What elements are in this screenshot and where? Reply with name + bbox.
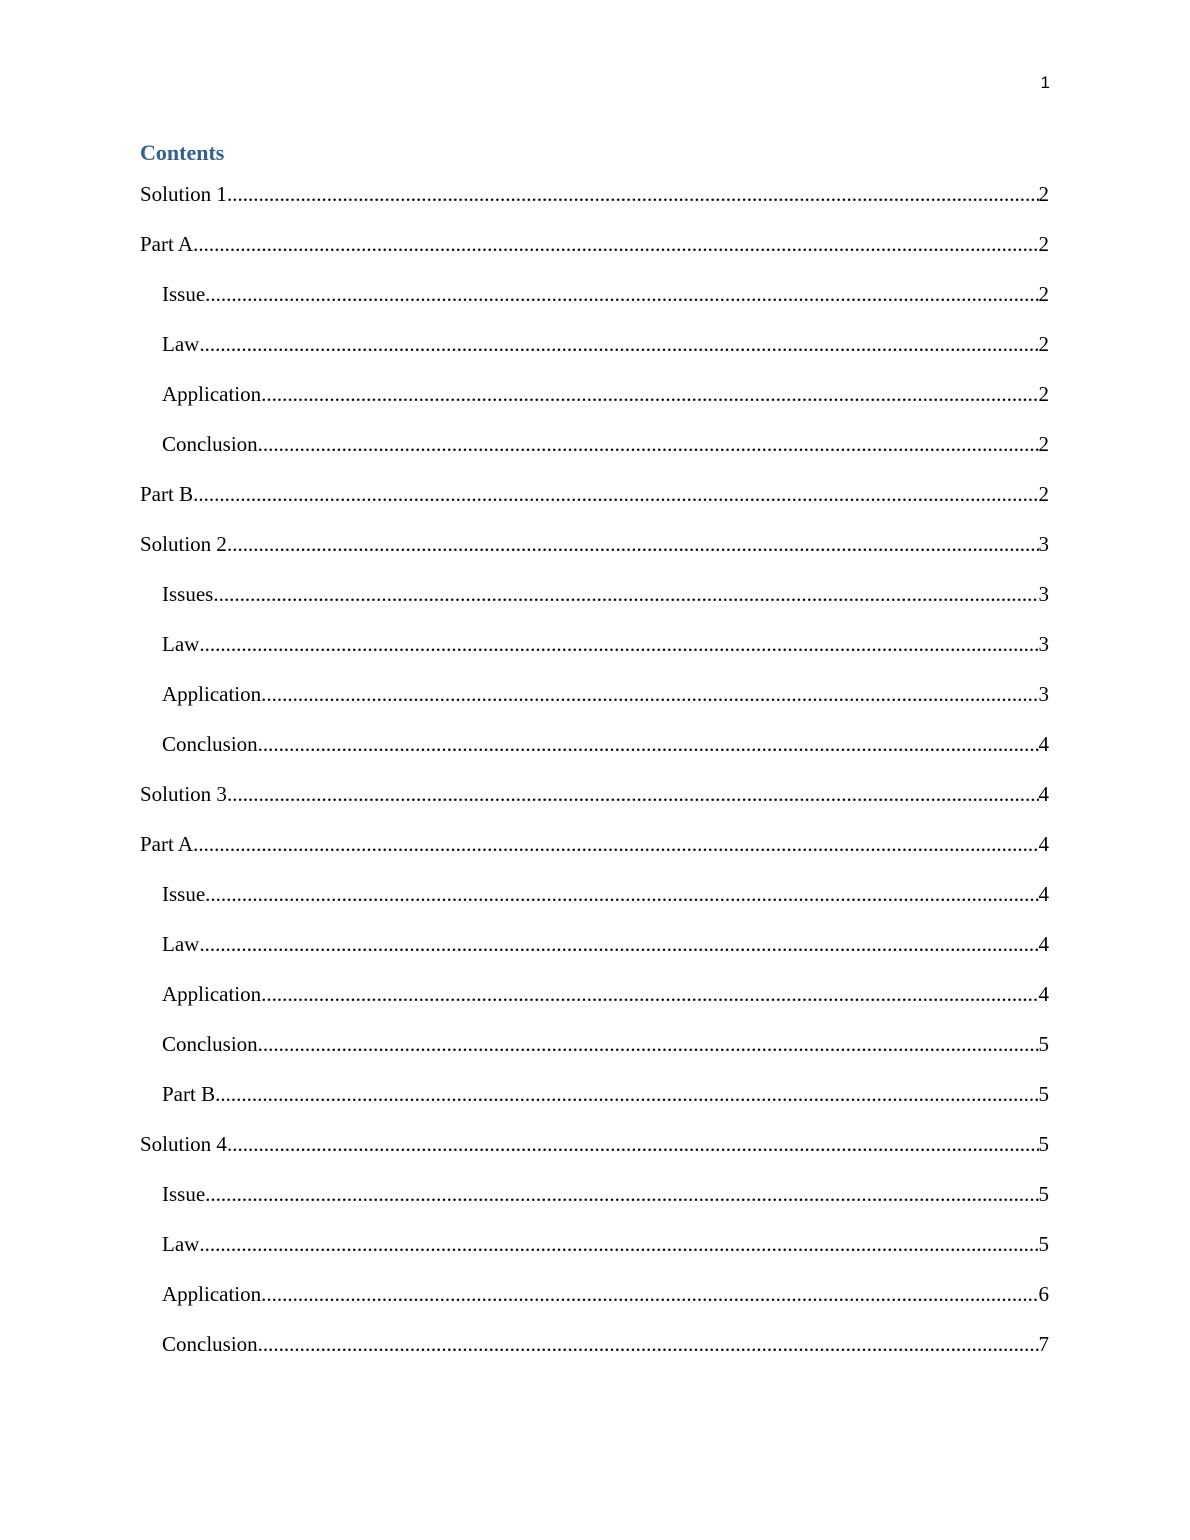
toc-entry[interactable] bbox=[140, 880, 1049, 930]
toc-entry-page-number: 2 bbox=[1038, 432, 1049, 456]
toc-entry-title: Issues bbox=[162, 582, 214, 606]
toc-dot-leader bbox=[193, 230, 1038, 258]
toc-dot-leader bbox=[261, 380, 1038, 408]
toc-entry-page-number: 4 bbox=[1038, 832, 1049, 856]
toc-dot-leader bbox=[227, 180, 1039, 208]
toc-dot-leader bbox=[261, 680, 1038, 708]
toc-entry-title: Part B bbox=[140, 482, 194, 506]
toc-entry[interactable] bbox=[140, 780, 1049, 830]
toc-entry-title: Conclusion bbox=[162, 432, 258, 456]
toc-dot-leader bbox=[258, 730, 1039, 758]
toc-entry-title: Law bbox=[162, 332, 200, 356]
toc-entry-title: Solution 3 bbox=[140, 782, 227, 806]
toc-dot-leader bbox=[227, 530, 1039, 558]
toc-entry[interactable] bbox=[140, 280, 1049, 330]
toc-entry-page-number: 2 bbox=[1038, 182, 1049, 206]
toc-entry-title: Issue bbox=[162, 282, 206, 306]
toc-entry[interactable] bbox=[140, 180, 1049, 230]
toc-entry[interactable] bbox=[140, 1030, 1049, 1080]
toc-entry-page-number: 7 bbox=[1038, 1332, 1049, 1356]
toc-entry-page-number: 4 bbox=[1038, 732, 1049, 756]
toc-dot-leader bbox=[258, 430, 1039, 458]
toc-dot-leader bbox=[227, 1130, 1039, 1158]
toc-entry[interactable] bbox=[140, 830, 1049, 880]
toc-entry-page-number: 5 bbox=[1038, 1182, 1049, 1206]
toc-heading: Contents bbox=[140, 140, 225, 165]
toc-entry-page-number: 5 bbox=[1038, 1232, 1049, 1256]
toc-entry[interactable] bbox=[140, 980, 1049, 1030]
toc-entry-title: Law bbox=[162, 632, 200, 656]
toc-entry-title: Conclusion bbox=[162, 1032, 258, 1056]
toc-entry-title: Part A bbox=[140, 232, 194, 256]
toc-dot-leader bbox=[258, 1030, 1039, 1058]
toc-dot-leader bbox=[227, 780, 1039, 808]
toc-dot-leader bbox=[193, 480, 1038, 508]
toc-dot-leader bbox=[213, 580, 1038, 608]
toc-entry-page-number: 3 bbox=[1038, 532, 1049, 556]
toc-entry-title: Application bbox=[162, 382, 262, 406]
toc-entry[interactable] bbox=[140, 430, 1049, 480]
toc-entry[interactable] bbox=[140, 1180, 1049, 1230]
toc-dot-leader bbox=[261, 980, 1038, 1008]
toc-entry-page-number: 6 bbox=[1038, 1282, 1049, 1306]
toc-entry-title: Law bbox=[162, 932, 200, 956]
toc-entry[interactable] bbox=[140, 1130, 1049, 1180]
toc-entry[interactable] bbox=[140, 680, 1049, 730]
toc-entry-title: Application bbox=[162, 1282, 262, 1306]
toc-entry-page-number: 5 bbox=[1038, 1082, 1049, 1106]
toc-entry-page-number: 5 bbox=[1038, 1132, 1049, 1156]
toc-dot-leader bbox=[215, 1080, 1038, 1108]
toc-entry[interactable] bbox=[140, 230, 1049, 280]
toc-entry[interactable] bbox=[140, 730, 1049, 780]
toc-entry[interactable] bbox=[140, 580, 1049, 630]
toc-entry[interactable] bbox=[140, 630, 1049, 680]
toc-entry-title: Solution 4 bbox=[140, 1132, 227, 1156]
toc-entry[interactable] bbox=[140, 1080, 1049, 1130]
toc-dot-leader bbox=[258, 1330, 1039, 1358]
toc-entry[interactable] bbox=[140, 1280, 1049, 1330]
toc-dot-leader bbox=[193, 830, 1038, 858]
toc-entry-page-number: 5 bbox=[1038, 1032, 1049, 1056]
toc-entry[interactable] bbox=[140, 930, 1049, 980]
toc-entry-title: Part A bbox=[140, 832, 194, 856]
toc-entry-title: Solution 2 bbox=[140, 532, 227, 556]
toc-entry-title: Law bbox=[162, 1232, 200, 1256]
toc-entry[interactable] bbox=[140, 480, 1049, 530]
toc-entry-title: Conclusion bbox=[162, 732, 258, 756]
toc-entry-page-number: 4 bbox=[1038, 982, 1049, 1006]
toc-entry[interactable] bbox=[140, 380, 1049, 430]
toc-entry-page-number: 2 bbox=[1038, 282, 1049, 306]
toc-entry[interactable] bbox=[140, 1330, 1049, 1380]
page-number: 1 bbox=[1040, 73, 1050, 92]
toc-entry-page-number: 3 bbox=[1038, 632, 1049, 656]
toc-entry-page-number: 3 bbox=[1038, 582, 1049, 606]
toc-dot-leader bbox=[205, 280, 1038, 308]
toc-entry-title: Conclusion bbox=[162, 1332, 258, 1356]
toc-entry[interactable] bbox=[140, 530, 1049, 580]
toc-entry-page-number: 2 bbox=[1038, 232, 1049, 256]
toc-entry-title: Part B bbox=[162, 1082, 216, 1106]
toc-entry-title: Application bbox=[162, 982, 262, 1006]
toc-entry[interactable] bbox=[140, 330, 1049, 380]
toc-entry-page-number: 2 bbox=[1038, 332, 1049, 356]
toc-entry-title: Application bbox=[162, 682, 262, 706]
toc-entry-page-number: 3 bbox=[1038, 682, 1049, 706]
toc-dot-leader bbox=[199, 330, 1038, 358]
toc-entry[interactable] bbox=[140, 1230, 1049, 1280]
toc-dot-leader bbox=[205, 880, 1038, 908]
toc-entry-page-number: 4 bbox=[1038, 932, 1049, 956]
toc-dot-leader bbox=[261, 1280, 1038, 1308]
table-of-contents bbox=[140, 180, 1049, 1380]
toc-dot-leader bbox=[199, 930, 1038, 958]
toc-entry-title: Solution 1 bbox=[140, 182, 227, 206]
toc-entry-title: Issue bbox=[162, 1182, 206, 1206]
toc-dot-leader bbox=[205, 1180, 1038, 1208]
toc-dot-leader bbox=[199, 630, 1038, 658]
toc-entry-page-number: 2 bbox=[1038, 482, 1049, 506]
toc-entry-page-number: 4 bbox=[1038, 782, 1049, 806]
toc-entry-page-number: 4 bbox=[1038, 882, 1049, 906]
toc-dot-leader bbox=[199, 1230, 1038, 1258]
toc-entry-title: Issue bbox=[162, 882, 206, 906]
toc-entry-page-number: 2 bbox=[1038, 382, 1049, 406]
